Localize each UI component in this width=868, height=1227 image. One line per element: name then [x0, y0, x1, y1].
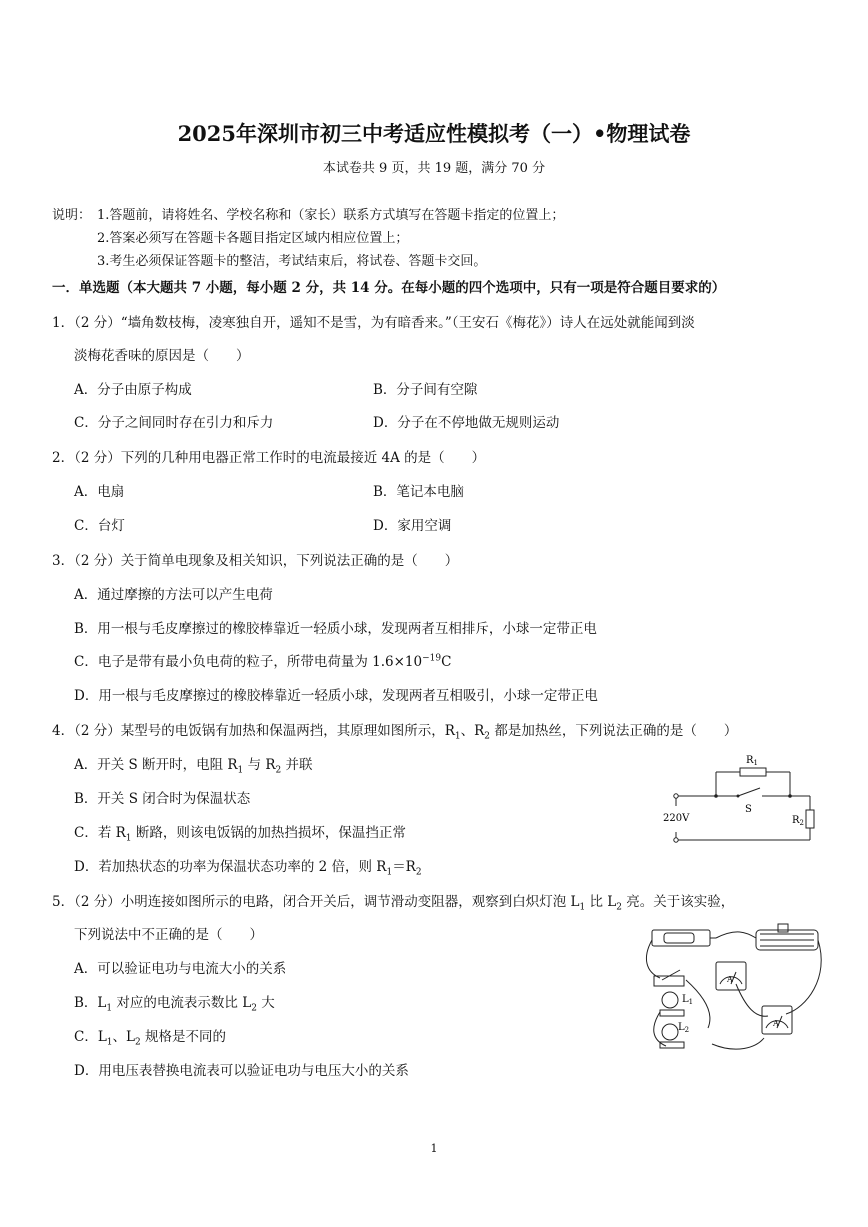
r1-resistor [740, 768, 766, 776]
q4-option-c: C．若 $R_1$ 断路，则该电饭锅的加热挡损坏，保温挡正常 [74, 825, 406, 844]
q4-stem: 4．（2 分）某型号的电饭锅有加热和保温两挡，其原理如图所示，$R_1$、$R_2$ 都是加热丝，下列说法正确的是（ ） [52, 723, 738, 742]
q3-stem: 3．（2 分）关于简单电现象及相关知识，下列说法正确的是（ ） [52, 553, 459, 569]
page-number: 1 [430, 1142, 438, 1155]
q1-option-a: A．分子由原子构成 [74, 382, 192, 398]
instruction-1: 1.答题前，请将姓名、学校名称和（家长）联系方式填写在答题卡指定的位置上； [97, 208, 565, 223]
q4-circuit-diagram [656, 748, 826, 848]
q3-option-b: B．用一根与毛皮摩擦过的橡胶棒靠近一轻质小球，发现两者互相排斥，小球一定带正电 [74, 621, 597, 637]
switch-label: S [745, 804, 752, 815]
page-subtitle: 本试卷共 9 页，共 19 题，满分 70 分 [322, 161, 546, 176]
q2-stem: 2．（2 分）下列的几种用电器正常工作时的电流最接近 4A 的是（ ） [52, 450, 486, 466]
ammeter-2-label: A [773, 1019, 779, 1028]
terminal-bottom [674, 838, 678, 842]
q5-stem-line2: 下列说法中不正确的是（ ） [74, 927, 263, 943]
section-heading: 一．单选题（本大题共 7 小题，每小题 2 分，共 14 分。在每小题的四个选项中，只有一项是符合题目要求的） [52, 280, 726, 296]
q1-stem-line2: 淡梅花香味的原因是（ ） [74, 348, 250, 364]
q4-option-b: B．开关 S 闭合时为保温状态 [74, 791, 251, 807]
l1-label: $L_1$ [682, 994, 694, 1006]
q5-apparatus-figure [636, 918, 832, 1062]
q3-option-d: D．用一根与毛皮摩擦过的橡胶棒靠近一轻质小球，发现两者互相吸引，小球一定带正电 [74, 688, 598, 704]
bulb-l2 [662, 1024, 678, 1040]
r1-label: $R_1$ [746, 755, 758, 767]
ammeter-1-label: A [727, 975, 733, 984]
junction-right [788, 794, 792, 798]
l2-label: $L_2$ [678, 1022, 690, 1034]
q2-option-c: C．台灯 [74, 518, 125, 534]
q1-stem-line1: 1．（2 分）“墙角数枝梅，凌寒独自开，遥知不是雪，为有暗香来。”（王安石《梅花》）诗人在远处就能闻到淡 [52, 315, 695, 331]
q5-option-a: A．可以验证电功与电流大小的关系 [74, 961, 287, 977]
r2-label: $R_2$ [792, 815, 804, 827]
voltage-label: 220V [663, 813, 690, 824]
q5-option-c: C．$L_1$、$L_2$ 规格是不同的 [74, 1029, 227, 1048]
page-title: 2025年深圳市初三中考适应性模拟考（一）•物理试卷 [177, 121, 691, 146]
r2-resistor [806, 810, 814, 828]
battery-box [652, 930, 710, 946]
q1-option-c: C．分子之间同时存在引力和斥力 [74, 415, 274, 431]
q5-option-d: D．用电压表替换电流表可以验证电功与电压大小的关系 [74, 1063, 409, 1079]
q1-option-b: B．分子间有空隙 [373, 382, 478, 398]
q5-option-b: B．$L_1$ 对应的电流表示数比 $L_2$ 大 [74, 995, 275, 1014]
q2-option-a: A．电扇 [74, 484, 125, 500]
q4-option-d: D．若加热状态的功率为保温状态功率的 2 倍，则 $R_1=R_2$ [74, 859, 422, 878]
bulb-l1 [662, 992, 678, 1008]
q1-option-d: D．分子在不停地做无规则运动 [373, 415, 560, 431]
q2-option-b: B．笔记本电脑 [373, 484, 464, 500]
q3-option-a: A．通过摩擦的方法可以产生电荷 [74, 587, 273, 603]
terminal-top [674, 794, 678, 798]
q4-option-a: A．开关 S 断开时，电阻 $R_1$ 与 $R_2$ 并联 [74, 757, 313, 776]
q5-stem-line1: 5．（2 分）小明连接如图所示的电路，闭合开关后，调节滑动变阻器，观察到白炽灯泡 $L_1$ 比 $L_2$ 亮。关于该实验， [52, 894, 735, 913]
q3-option-c: C．电子是带有最小负电荷的粒子，所带电荷量为 $1.6\times 10^{-19}C$ [74, 653, 452, 670]
q2-option-d: D．家用空调 [373, 518, 452, 534]
instruction-2: 2.答案必须写在答题卡各题目指定区域内相应位置上； [97, 231, 409, 246]
instructions-label: 说明： [52, 208, 92, 223]
instruction-3: 3.考生必须保证答题卡的整洁，考试结束后，将试卷、答题卡交回。 [97, 254, 487, 269]
switch-blade [738, 788, 760, 796]
junction-left [714, 794, 718, 798]
